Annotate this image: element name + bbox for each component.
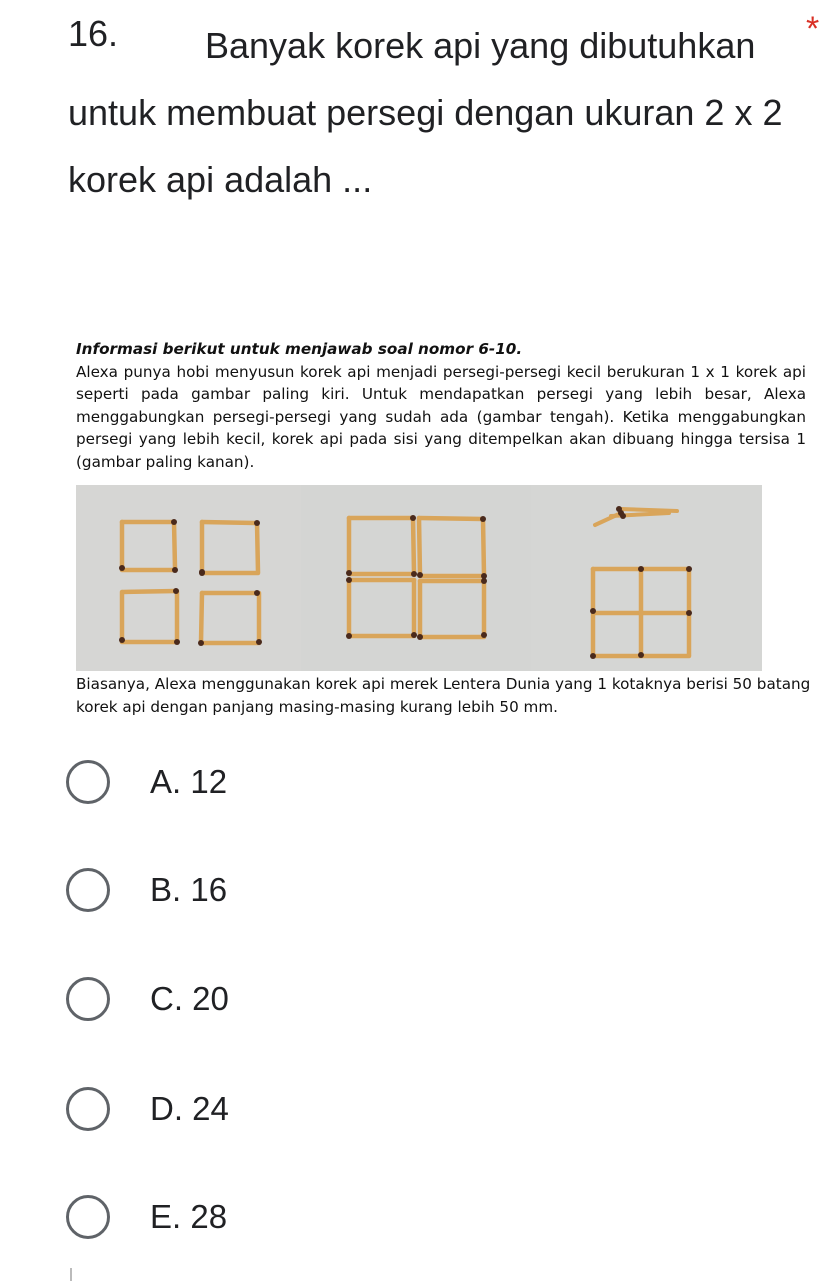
radio-circle-icon[interactable] (66, 1195, 110, 1239)
option-b[interactable] (66, 868, 227, 912)
radio-circle-icon[interactable] (66, 1087, 110, 1131)
info-body: Alexa punya hobi menyusun korek api menjadi persegi-persegi kecil berukuran 1 x 1 korek api seperti pada gambar paling kiri. Untuk mendapatkan persegi yang lebih besar, Alexa menggabungkan persegi-persegi yang sudah ada (gambar tengah). Ketika menggabungkan persegi yang lebih kecil, korek api pada sisi yang ditempelkan akan dibuang hingga tersisa 1 (gambar paling kanan). (76, 362, 806, 471)
option-label: D. 24 (150, 1090, 229, 1127)
option-d[interactable] (66, 1087, 229, 1131)
option-label: B. 16 (150, 871, 228, 908)
photo-joined-squares (301, 485, 531, 671)
option-a[interactable] (66, 760, 227, 804)
question-text: Banyak korek api yang dibutuhkan untuk membuat persegi dengan ukuran 2 x 2 korek api adalah ... (68, 25, 783, 200)
info-title: Informasi berikut untuk menjawab soal nomor 6-10. (76, 340, 523, 358)
radio-circle-icon[interactable] (66, 977, 110, 1021)
radio-circle-icon[interactable] (66, 760, 110, 804)
option-e[interactable] (66, 1195, 227, 1239)
info-footer: Biasanya, Alexa menggunakan korek api merek Lentera Dunia yang 1 kotaknya berisi 50 batang korek api dengan panjang masing-masing kurang lebih 50 mm. (76, 675, 811, 716)
option-c[interactable] (66, 977, 229, 1021)
info-block (76, 338, 806, 473)
option-label: A. 12 (150, 763, 228, 800)
required-asterisk: * (806, 10, 820, 48)
divider (70, 1268, 72, 1281)
option-label: C. 20 (150, 980, 229, 1017)
radio-circle-icon[interactable] (66, 868, 110, 912)
option-label: E. 28 (150, 1198, 228, 1235)
photo-final-square (531, 485, 762, 671)
photo-separate-squares (76, 485, 301, 671)
question-number: 16. (68, 13, 119, 54)
matchstick-photos (76, 485, 762, 671)
